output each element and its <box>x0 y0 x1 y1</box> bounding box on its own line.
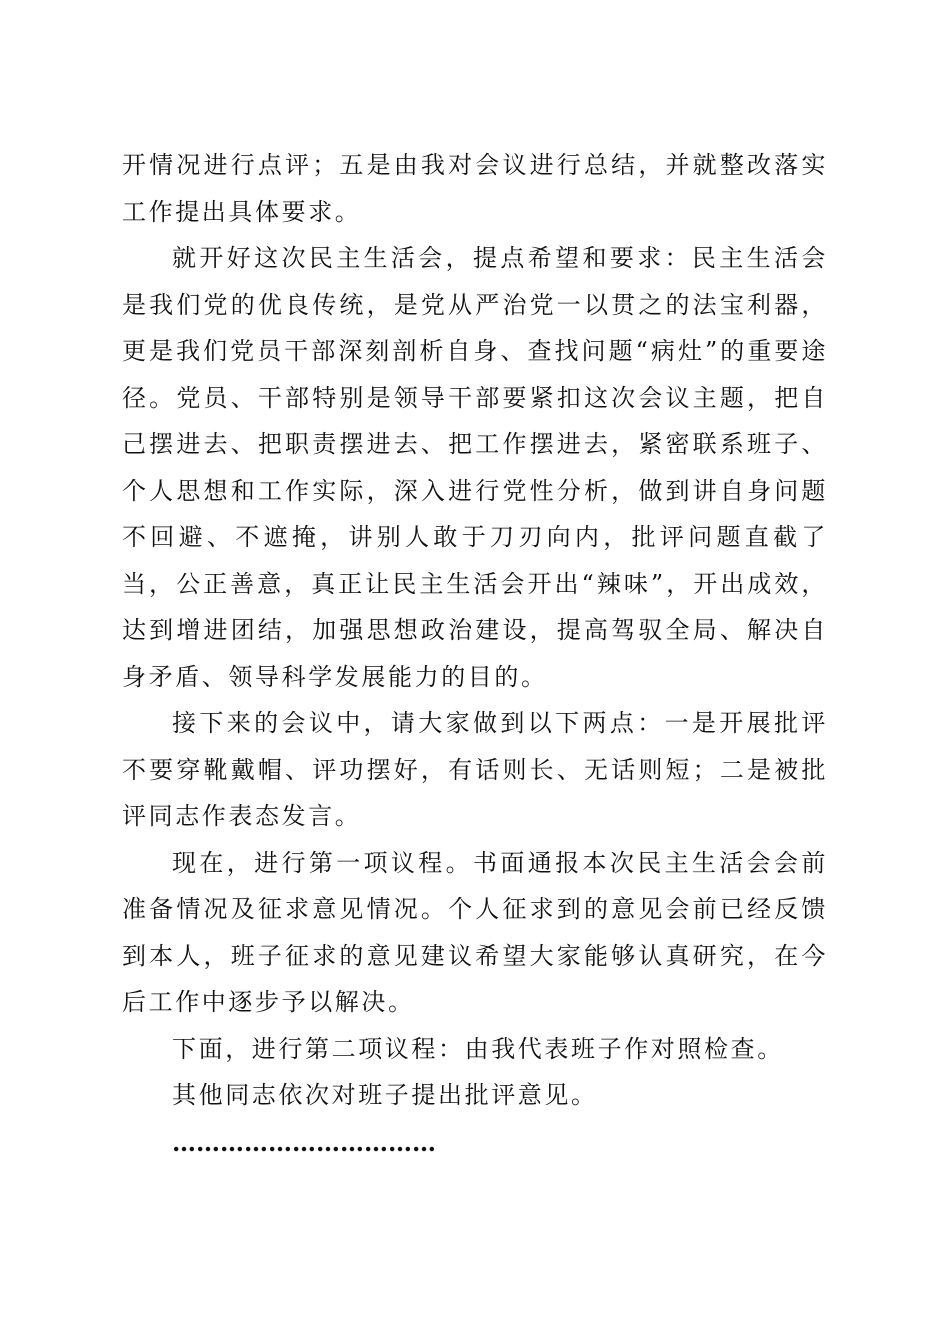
ellipsis-line: …………………………… <box>172 1127 436 1157</box>
paragraph-agenda-item-two: 下面，进行第二项议程：由我代表班子作对照检查。 <box>172 1034 784 1063</box>
paragraph-criticism: 其他同志依次对班子提出批评意见。 <box>172 1081 598 1109</box>
paragraph-requirements: 就开好这次民主生活会，提点希望和要求：民主生活会是我们党的优良传统，是党从严治党一以贯之的法宝利器，更是我们党员干部深刻剖析自身、查找问题“病灶”的重要途径。党员、干部特别是领导干部要紧扣这次会议主题，把自己摆进去、把职责摆进去、把工作摆进去，紧密联系班子、个人思想和工作实际，深入进行党性分析，做到讲自身问题不回避、不遮掩，讲别人敢于刀刃向内，批评问题直截了当，公正善意，真正让民主生活会开出“辣味”，开出成效，达到增进团结，加强思想政治建设，提高驾驭全局、解决自身矛盾、领导科学发展能力的目的。 <box>122 244 828 691</box>
paragraph-continuation: 开情况进行点评；五是由我对会议进行总结，并就整改落实工作提出具体要求。 <box>122 151 828 226</box>
paragraph-meeting-rules: 接下来的会议中，请大家做到以下两点：一是开展批评不要穿靴戴帽、评功摆好，有话则长、无话则短；二是被批评同志作表态发言。 <box>122 709 828 830</box>
document-body <box>122 142 828 1163</box>
paragraph-agenda-item-one: 现在，进行第一项议程。书面通报本次民主生活会会前准备情况及征求意见情况。个人征求到的意见会前已经反馈到本人，班子征求的意见建议希望大家能够认真研究，在今后工作中逐步予以解决。 <box>122 848 828 1016</box>
